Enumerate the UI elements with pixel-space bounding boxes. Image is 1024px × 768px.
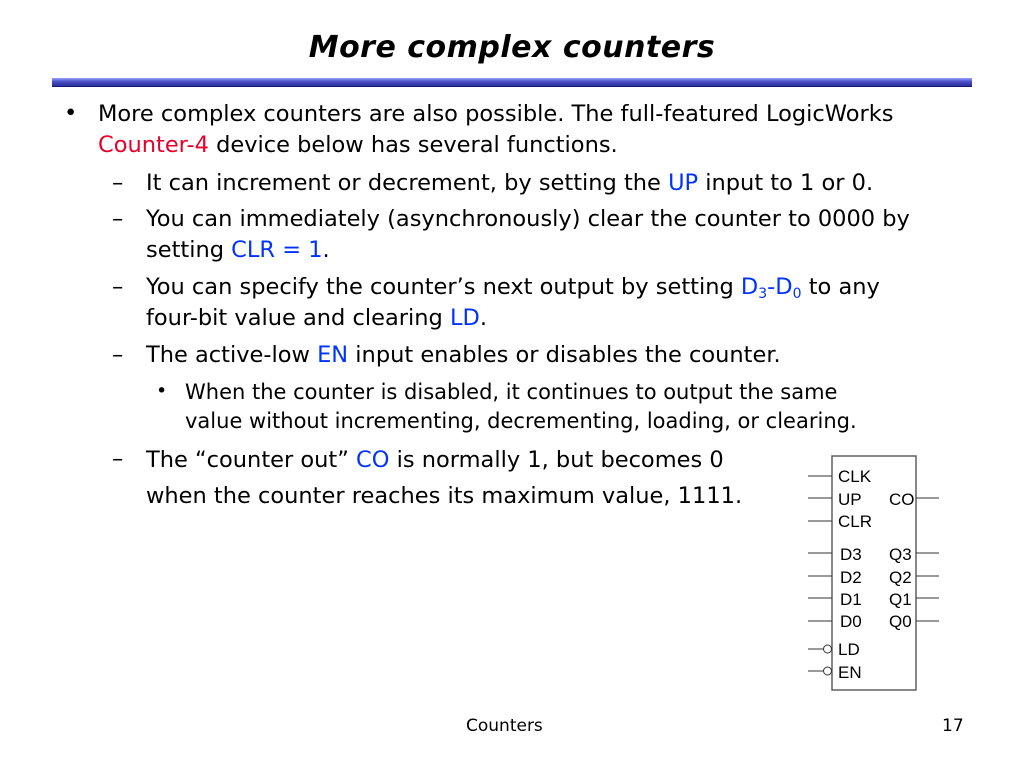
ld-inversion-bubble bbox=[824, 645, 832, 653]
sub-item-co-line-1: The “counter out” CO is normally 1, but becomes 0 bbox=[146, 447, 724, 473]
label-co: CO bbox=[889, 490, 915, 509]
title-divider bbox=[52, 78, 972, 87]
label-en: EN bbox=[838, 663, 862, 682]
dash-marker: – bbox=[112, 206, 124, 232]
bullet-line-2: Counter-4 device below has several functions. bbox=[98, 132, 618, 158]
page-number: 17 bbox=[942, 716, 964, 736]
dash-marker: – bbox=[112, 170, 124, 196]
sub-item-ld-line-1: You can specify the counter’s next output by setting $D_3-D_0$ to any bbox=[146, 274, 880, 302]
label-q3: Q3 bbox=[889, 545, 912, 564]
dash-marker: – bbox=[112, 342, 124, 368]
label-q0: Q0 bbox=[889, 612, 912, 631]
label-clk: CLK bbox=[838, 467, 872, 486]
kw-up: UP bbox=[668, 170, 699, 196]
kw-en: EN bbox=[317, 342, 349, 368]
subsub-line-1: When the counter is disabled, it continues to output the same bbox=[185, 380, 838, 404]
sub-item-clr-line-2: setting CLR = 1. bbox=[146, 237, 330, 263]
subsub-line-2: value without incrementing, decrementing, loading, or clearing. bbox=[185, 409, 857, 433]
sub-item-co-line-2: when the counter reaches its maximum value, 1111. bbox=[146, 483, 743, 509]
dash-marker: – bbox=[112, 274, 124, 300]
label-clr: CLR bbox=[838, 512, 873, 531]
kw-ld: LD bbox=[449, 305, 480, 331]
small-bullet-marker: • bbox=[156, 380, 168, 402]
label-d3: D3 bbox=[840, 545, 862, 564]
bullet-marker: • bbox=[64, 100, 78, 126]
device-name: Counter-4 bbox=[98, 132, 209, 158]
counter-4-symbol bbox=[805, 452, 945, 694]
slide-title: More complex counters bbox=[308, 30, 716, 65]
sub-item-ld-line-2: four-bit value and clearing LD. bbox=[146, 305, 487, 331]
footer-title: Counters bbox=[466, 716, 543, 736]
label-q1: Q1 bbox=[889, 590, 912, 609]
label-ld: LD bbox=[838, 640, 860, 659]
label-d2: D2 bbox=[840, 568, 862, 587]
bullet-line-1: More complex counters are also possible. The full-featured LogicWorks bbox=[98, 101, 894, 127]
dash-marker: – bbox=[112, 446, 124, 472]
kw-d-range: $D_3-D_0$ bbox=[740, 274, 802, 302]
label-q2: Q2 bbox=[889, 568, 912, 587]
label-d1: D1 bbox=[840, 590, 862, 609]
en-inversion-bubble bbox=[824, 667, 832, 675]
kw-co: CO bbox=[356, 447, 390, 473]
sub-item-clr-line-1: You can immediately (asynchronously) clear the counter to 0000 by bbox=[146, 206, 910, 232]
kw-clr: CLR = 1 bbox=[231, 237, 323, 263]
sub-item-en: The active-low EN input enables or disables the counter. bbox=[146, 342, 781, 368]
sub-item-up: It can increment or decrement, by setting the UP input to 1 or 0. bbox=[146, 170, 874, 196]
label-up: UP bbox=[838, 490, 862, 509]
label-d0: D0 bbox=[840, 612, 862, 631]
